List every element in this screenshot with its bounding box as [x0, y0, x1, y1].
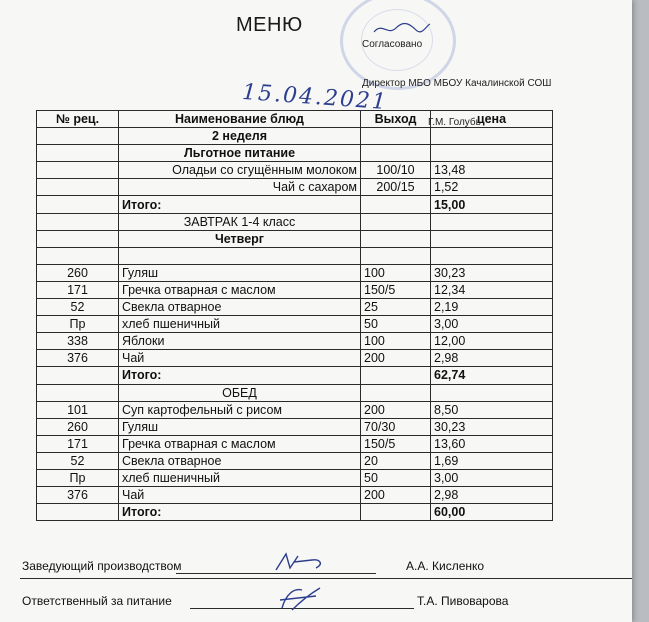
table-header-row: [37, 111, 553, 128]
col-header-code: № рец.: [37, 111, 119, 128]
dish-name: хлеб пшеничный: [119, 469, 361, 486]
dish-price: 1,69: [431, 452, 553, 469]
manager-signature: [272, 550, 328, 576]
recipe-code: 260: [37, 418, 119, 435]
dish-price: 3,00: [431, 316, 553, 333]
table-row: [37, 333, 553, 350]
dish-price: 13,48: [431, 162, 553, 179]
dish-name: Чай: [119, 350, 361, 367]
dish-name: Чай с сахаром: [119, 179, 361, 196]
dish-price: 13,60: [431, 435, 553, 452]
dish-output: 150/5: [361, 435, 431, 452]
table-row: [37, 487, 553, 504]
recipe-code: 338: [37, 333, 119, 350]
dish-name: Свекла отварное: [119, 299, 361, 316]
approval-line-1: Согласовано: [362, 39, 423, 50]
recipe-code: 376: [37, 487, 119, 504]
table-row: [37, 162, 553, 179]
total-value: 15,00: [431, 196, 553, 213]
dish-name: Свекла отварное: [119, 452, 361, 469]
total-value: 62,74: [431, 367, 553, 384]
dish-output: 100: [361, 333, 431, 350]
table-row: [37, 401, 553, 418]
week-label: 2 неделя: [119, 128, 361, 145]
table-row: [37, 264, 553, 281]
dish-output: 200: [361, 401, 431, 418]
approval-line-2: Директор МБО МБОУ Качалинской СОШ: [362, 78, 552, 89]
dish-output: 100: [361, 264, 431, 281]
day-label: Четверг: [119, 230, 361, 247]
dish-name: Гуляш: [119, 264, 361, 281]
handwritten-date: 15.04.2021: [241, 79, 389, 116]
lunch-title: ОБЕД: [119, 384, 361, 401]
dish-output: 50: [361, 469, 431, 486]
total-label: Итого:: [119, 367, 361, 384]
recipe-code: 260: [37, 264, 119, 281]
recipe-code: 52: [37, 452, 119, 469]
approval-line-3: Г.М. Голубь: [428, 117, 481, 128]
lunch-total-row: [37, 504, 553, 521]
footer-divider: [20, 578, 632, 579]
dish-price: 2,19: [431, 299, 553, 316]
dish-name: Оладьи со сгущённым молоком: [119, 162, 361, 179]
total-label: Итого:: [119, 504, 361, 521]
table-row: [37, 316, 553, 333]
dish-name: Гречка отварная с маслом: [119, 281, 361, 298]
table-row: [37, 435, 553, 452]
manager-name: А.А. Кисленко: [406, 559, 485, 573]
col-header-price: цена: [431, 111, 553, 128]
dish-output: 20: [361, 452, 431, 469]
section-lgotnoe-label: Льготное питание: [119, 145, 361, 162]
dish-output: 200: [361, 487, 431, 504]
breakfast-title: ЗАВТРАК 1-4 класс: [119, 213, 361, 230]
menu-table: [36, 110, 553, 521]
recipe-code: Пр: [37, 469, 119, 486]
table-row: [37, 452, 553, 469]
total-value: 60,00: [431, 504, 553, 521]
document-title: МЕНЮ: [236, 14, 303, 36]
dish-name: Чай: [119, 487, 361, 504]
table-row: [37, 469, 553, 486]
dish-output: 150/5: [361, 281, 431, 298]
table-row: [37, 281, 553, 298]
week-row: [37, 128, 553, 145]
recipe-code: 52: [37, 299, 119, 316]
dish-name: хлеб пшеничный: [119, 316, 361, 333]
dish-price: 12,00: [431, 333, 553, 350]
recipe-code: 171: [37, 281, 119, 298]
dish-output: 200/15: [361, 179, 431, 196]
responsible-label: Ответственный за питание: [22, 594, 172, 608]
dish-price: 2,98: [431, 487, 553, 504]
recipe-code: 101: [37, 401, 119, 418]
dish-output: 50: [361, 316, 431, 333]
dish-name: Гуляш: [119, 418, 361, 435]
dish-price: 3,00: [431, 469, 553, 486]
director-signature: [372, 20, 432, 38]
recipe-code: 171: [37, 435, 119, 452]
table-row: [37, 350, 553, 367]
breakfast-total-row: [37, 367, 553, 384]
dish-name: Яблоки: [119, 333, 361, 350]
dish-output: 25: [361, 299, 431, 316]
lunch-title-row: [37, 384, 553, 401]
responsible-name: Т.А. Пивоварова: [417, 594, 509, 608]
recipe-code: Пр: [37, 316, 119, 333]
dish-name: Гречка отварная с маслом: [119, 435, 361, 452]
dish-price: 30,23: [431, 418, 553, 435]
table-row: [37, 179, 553, 196]
dish-price: 30,23: [431, 264, 553, 281]
breakfast-title-row: [37, 213, 553, 230]
dish-price: 8,50: [431, 401, 553, 418]
dish-price: 1,52: [431, 179, 553, 196]
empty-row: [37, 247, 553, 264]
total-label: Итого:: [119, 196, 361, 213]
dish-output: 100/10: [361, 162, 431, 179]
day-row: [37, 230, 553, 247]
responsible-signature: [272, 584, 332, 614]
table-row: [37, 299, 553, 316]
dish-price: 2,98: [431, 350, 553, 367]
dish-price: 12,34: [431, 281, 553, 298]
table-row: [37, 418, 553, 435]
col-header-name: Наименование блюд: [119, 111, 361, 128]
lgotnoe-total-row: [37, 196, 553, 213]
col-header-output: Выход: [361, 111, 431, 128]
recipe-code: 376: [37, 350, 119, 367]
dish-name: Суп картофельный с рисом: [119, 401, 361, 418]
dish-output: 200: [361, 350, 431, 367]
dish-output: 70/30: [361, 418, 431, 435]
manager-label: Заведующий производством: [22, 559, 182, 573]
section-lgotnoe-row: [37, 145, 553, 162]
